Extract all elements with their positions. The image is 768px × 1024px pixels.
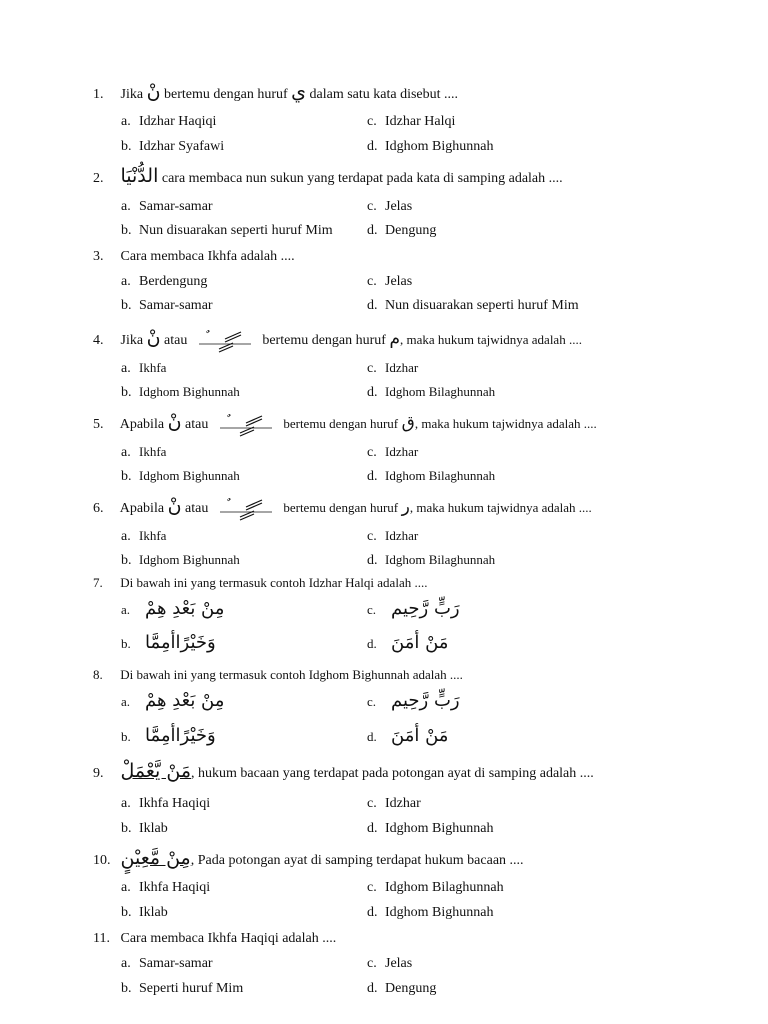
option-b[interactable] xyxy=(121,727,216,746)
option-c[interactable] xyxy=(367,879,504,897)
option-text: Jelas xyxy=(385,956,413,971)
option-c[interactable] xyxy=(367,198,412,216)
option-text: Ikhfa Haqiqi xyxy=(139,796,211,811)
option-letter: b. xyxy=(121,636,131,651)
option-a[interactable] xyxy=(121,692,224,711)
option-text: Idghom Bighunnah xyxy=(385,905,494,920)
option-arabic: وَخَيْرًاأمِمَّا xyxy=(145,725,216,746)
question-number: 6. xyxy=(93,501,104,517)
option-letter: b. xyxy=(121,981,132,996)
option-letter: c. xyxy=(367,274,377,289)
question-text: cara membaca nun sukun yang terdapat pada kata di samping adalah .... xyxy=(161,171,563,186)
question-11 xyxy=(93,930,753,948)
option-letter: c. xyxy=(367,114,377,129)
option-text: Samar-samar xyxy=(139,199,213,214)
option-a[interactable] xyxy=(121,527,166,546)
option-text: Dengung xyxy=(385,223,437,238)
question-text: atau xyxy=(164,333,188,349)
option-text: Ikhfa xyxy=(139,528,167,543)
option-d[interactable] xyxy=(367,727,448,746)
option-text: Ikhfa xyxy=(139,444,167,459)
question-text: Cara membaca Ikhfa adalah .... xyxy=(120,249,295,264)
option-c[interactable] xyxy=(367,273,412,291)
option-text: Samar-samar xyxy=(139,298,213,313)
question-9: 9. مَنْ يَّعْمَلْ, hukum bacaan yang terdapat pada potongan ayat di samping adalah .... xyxy=(93,760,594,782)
option-text: Iklab xyxy=(139,905,168,920)
option-arabic: رَبٍّ رَّحِيم xyxy=(391,690,460,711)
nun-sukun-symbol: نْ xyxy=(146,81,161,103)
option-text: Idzhar xyxy=(385,360,419,375)
option-text: Idghom Bighunnah xyxy=(139,468,240,483)
arabic-phrase: مَنْ يَّعْمَلْ xyxy=(120,760,192,782)
option-letter: b. xyxy=(121,729,131,744)
option-text: Seperti huruf Mim xyxy=(139,981,244,996)
option-a[interactable] xyxy=(121,443,166,462)
option-letter: a. xyxy=(121,529,131,544)
option-a[interactable] xyxy=(121,955,213,973)
nun-sukun-symbol: نْ xyxy=(167,495,182,518)
option-letter: a. xyxy=(121,114,131,129)
option-letter: c. xyxy=(367,602,377,617)
option-d[interactable] xyxy=(367,222,436,240)
question-5 xyxy=(93,413,753,437)
option-arabic: مِنْ بَعْدِ هِمْ xyxy=(145,598,225,619)
question-7 xyxy=(93,574,753,592)
option-letter: d. xyxy=(367,729,377,744)
option-text: Ikhfa Haqiqi xyxy=(139,880,211,895)
question-text: Di bawah ini yang termasuk contoh Idzhar Halqi adalah .... xyxy=(120,575,428,590)
option-c[interactable] xyxy=(367,359,418,378)
option-a[interactable] xyxy=(121,273,207,291)
option-letter: c. xyxy=(367,956,377,971)
option-letter: d. xyxy=(367,139,378,154)
question-text: Apabila xyxy=(119,417,165,433)
question-text: Jika xyxy=(120,87,144,102)
question-text: Di bawah ini yang termasuk contoh Idghom Bighunnah adalah .... xyxy=(120,667,463,682)
question-8 xyxy=(93,666,753,684)
question-number: 4. xyxy=(93,333,104,349)
option-letter: c. xyxy=(367,796,377,811)
question-4 xyxy=(93,329,753,353)
option-text: Idghom Bilaghunnah xyxy=(385,880,504,895)
question-text: bertemu dengan huruf xyxy=(164,87,288,102)
question-1 xyxy=(93,83,753,104)
question-6 xyxy=(93,497,753,521)
option-a[interactable] xyxy=(121,113,216,131)
option-a[interactable] xyxy=(121,795,210,813)
option-b[interactable] xyxy=(121,634,216,653)
question-text: hukum bacaan yang terdapat pada potongan ayat di samping adalah .... xyxy=(198,766,594,781)
question-10: 10. مِنْ مَّعِيْنٍ, Pada potongan ayat di samping terdapat hukum bacaan .... xyxy=(93,847,524,869)
letter-qaf-symbol: ق xyxy=(401,413,415,434)
option-c[interactable] xyxy=(367,527,418,546)
option-b[interactable] xyxy=(121,138,224,156)
arabic-phrase: مِنْ مَّعِيْنٍ xyxy=(120,847,191,869)
option-letter: b. xyxy=(121,469,132,484)
option-letter: a. xyxy=(121,796,131,811)
option-letter: a. xyxy=(121,199,131,214)
option-c[interactable] xyxy=(367,443,418,462)
option-a[interactable] xyxy=(121,198,213,216)
option-arabic: وَخَيْرًاأمِمَّا xyxy=(145,632,216,653)
option-letter: b. xyxy=(121,553,132,568)
option-d[interactable] xyxy=(367,138,494,156)
option-a[interactable] xyxy=(121,879,210,897)
option-d[interactable] xyxy=(367,297,579,315)
option-d[interactable] xyxy=(367,904,494,922)
tanwin-icon xyxy=(218,497,274,521)
question-text: dalam satu kata disebut .... xyxy=(309,87,459,102)
option-letter: a. xyxy=(121,880,131,895)
option-text: Idghom Bighunnah xyxy=(139,552,240,567)
question-text: Pada potongan ayat di samping terdapat hukum bacaan .... xyxy=(197,853,524,868)
option-letter: d. xyxy=(367,981,378,996)
option-arabic: مَنْ أمَنَ xyxy=(391,725,449,746)
option-letter: b. xyxy=(121,223,132,238)
option-letter: d. xyxy=(367,298,378,313)
option-text: Idghom Bighunnah xyxy=(385,821,494,836)
option-b[interactable] xyxy=(121,222,333,240)
question-number: 7. xyxy=(93,575,103,590)
option-letter: c. xyxy=(367,361,377,376)
option-text: Iklab xyxy=(139,821,168,836)
question-text: , maka hukum tajwidnya adalah .... xyxy=(400,332,582,348)
option-letter: c. xyxy=(367,529,377,544)
option-letter: a. xyxy=(121,361,131,376)
option-text: Idghom Bighunnah xyxy=(139,384,240,399)
option-letter: a. xyxy=(121,274,131,289)
option-text: Idzhar xyxy=(385,528,419,543)
tanwin-icon xyxy=(197,329,253,353)
question-text: atau xyxy=(185,501,209,517)
option-letter: a. xyxy=(121,602,131,617)
option-letter: c. xyxy=(367,445,377,460)
option-b[interactable] xyxy=(121,820,168,838)
question-number: 8. xyxy=(93,667,103,682)
letter-mim-symbol: م xyxy=(389,329,400,350)
option-b[interactable] xyxy=(121,904,168,922)
question-number: 3. xyxy=(93,249,104,264)
question-2 xyxy=(93,167,753,188)
option-letter: d. xyxy=(367,553,378,568)
option-letter: b. xyxy=(121,385,132,400)
option-text: Jelas xyxy=(385,199,413,214)
question-number: 11. xyxy=(93,931,110,946)
question-text: , maka hukum tajwidnya adalah .... xyxy=(409,500,592,516)
option-text: Idzhar xyxy=(385,444,419,459)
option-letter: b. xyxy=(121,905,132,920)
question-text: bertemu dengan huruf xyxy=(262,333,386,349)
option-c[interactable] xyxy=(367,600,460,619)
option-a[interactable] xyxy=(121,600,224,619)
option-letter: d. xyxy=(367,636,377,651)
question-number: 2. xyxy=(93,171,104,186)
question-number: 1. xyxy=(93,87,104,102)
option-text: Berdengung xyxy=(139,274,208,289)
option-letter: d. xyxy=(367,223,378,238)
option-letter: b. xyxy=(121,298,132,313)
question-text: bertemu dengan huruf xyxy=(283,500,399,516)
option-letter: d. xyxy=(367,385,378,400)
option-letter: d. xyxy=(367,821,378,836)
option-letter: d. xyxy=(367,905,378,920)
question-3 xyxy=(93,248,753,266)
option-arabic: رَبٍّ رَّحِيم xyxy=(391,598,460,619)
option-text: Jelas xyxy=(385,274,413,289)
option-b[interactable] xyxy=(121,383,240,402)
option-c[interactable] xyxy=(367,955,412,973)
option-b[interactable] xyxy=(121,980,243,998)
option-arabic: مِنْ بَعْدِ هِمْ xyxy=(145,690,225,711)
option-text: Nun disuarakan seperti huruf Mim xyxy=(385,298,579,313)
option-letter: a. xyxy=(121,694,131,709)
option-letter: c. xyxy=(367,694,377,709)
svg-text:ٌ xyxy=(206,329,210,333)
option-d[interactable] xyxy=(367,980,436,998)
option-text: Samar-samar xyxy=(139,956,213,971)
option-d[interactable] xyxy=(367,551,495,570)
option-text: Idghom Bilaghunnah xyxy=(385,384,496,399)
option-c[interactable] xyxy=(367,692,460,711)
option-d[interactable] xyxy=(367,467,495,486)
question-number: 9. xyxy=(93,766,104,781)
option-text: Idzhar Halqi xyxy=(385,114,456,129)
option-b[interactable] xyxy=(121,297,213,315)
question-text: Jika xyxy=(120,333,144,349)
option-text: Idzhar Haqiqi xyxy=(139,114,217,129)
option-d[interactable] xyxy=(367,820,494,838)
nun-sukun-symbol: نْ xyxy=(167,411,182,434)
option-letter: d. xyxy=(367,469,378,484)
option-b[interactable] xyxy=(121,551,240,570)
question-text: Cara membaca Ikhfa Haqiqi adalah .... xyxy=(120,931,337,946)
option-c[interactable] xyxy=(367,113,455,131)
letter-ya-symbol: ي xyxy=(291,81,307,103)
question-number: 5. xyxy=(93,417,104,433)
option-arabic: مَنْ أمَنَ xyxy=(391,632,449,653)
arabic-word: الدُّنْيَا xyxy=(120,165,159,187)
option-c[interactable] xyxy=(367,795,421,813)
option-letter: a. xyxy=(121,956,131,971)
option-a[interactable] xyxy=(121,359,166,378)
option-letter: b. xyxy=(121,139,132,154)
svg-text:ٌ xyxy=(227,413,231,417)
question-text: , maka hukum tajwidnya adalah .... xyxy=(414,416,597,432)
question-text: bertemu dengan huruf xyxy=(283,416,399,432)
nun-sukun-symbol: نْ xyxy=(146,327,161,350)
option-letter: c. xyxy=(367,199,377,214)
question-number: 10. xyxy=(93,853,111,868)
option-b[interactable] xyxy=(121,467,240,486)
option-text: Idzhar xyxy=(385,796,421,811)
option-d[interactable] xyxy=(367,383,495,402)
option-text: Nun disuarakan seperti huruf Mim xyxy=(139,223,333,238)
option-text: Idghom Bighunnah xyxy=(385,139,494,154)
option-d[interactable] xyxy=(367,634,448,653)
svg-text:ٌ xyxy=(227,497,231,501)
option-text: Ikhfa xyxy=(139,360,167,375)
question-text: Apabila xyxy=(119,501,165,517)
option-text: Idghom Bilaghunnah xyxy=(385,552,496,567)
option-text: Idzhar Syafawi xyxy=(139,139,225,154)
tanwin-icon xyxy=(218,413,274,437)
letter-ra-symbol: ر xyxy=(401,497,410,518)
option-text: Dengung xyxy=(385,981,437,996)
option-letter: b. xyxy=(121,821,132,836)
option-letter: a. xyxy=(121,445,131,460)
option-text: Idghom Bilaghunnah xyxy=(385,468,496,483)
question-text: atau xyxy=(185,417,209,433)
option-letter: c. xyxy=(367,880,377,895)
